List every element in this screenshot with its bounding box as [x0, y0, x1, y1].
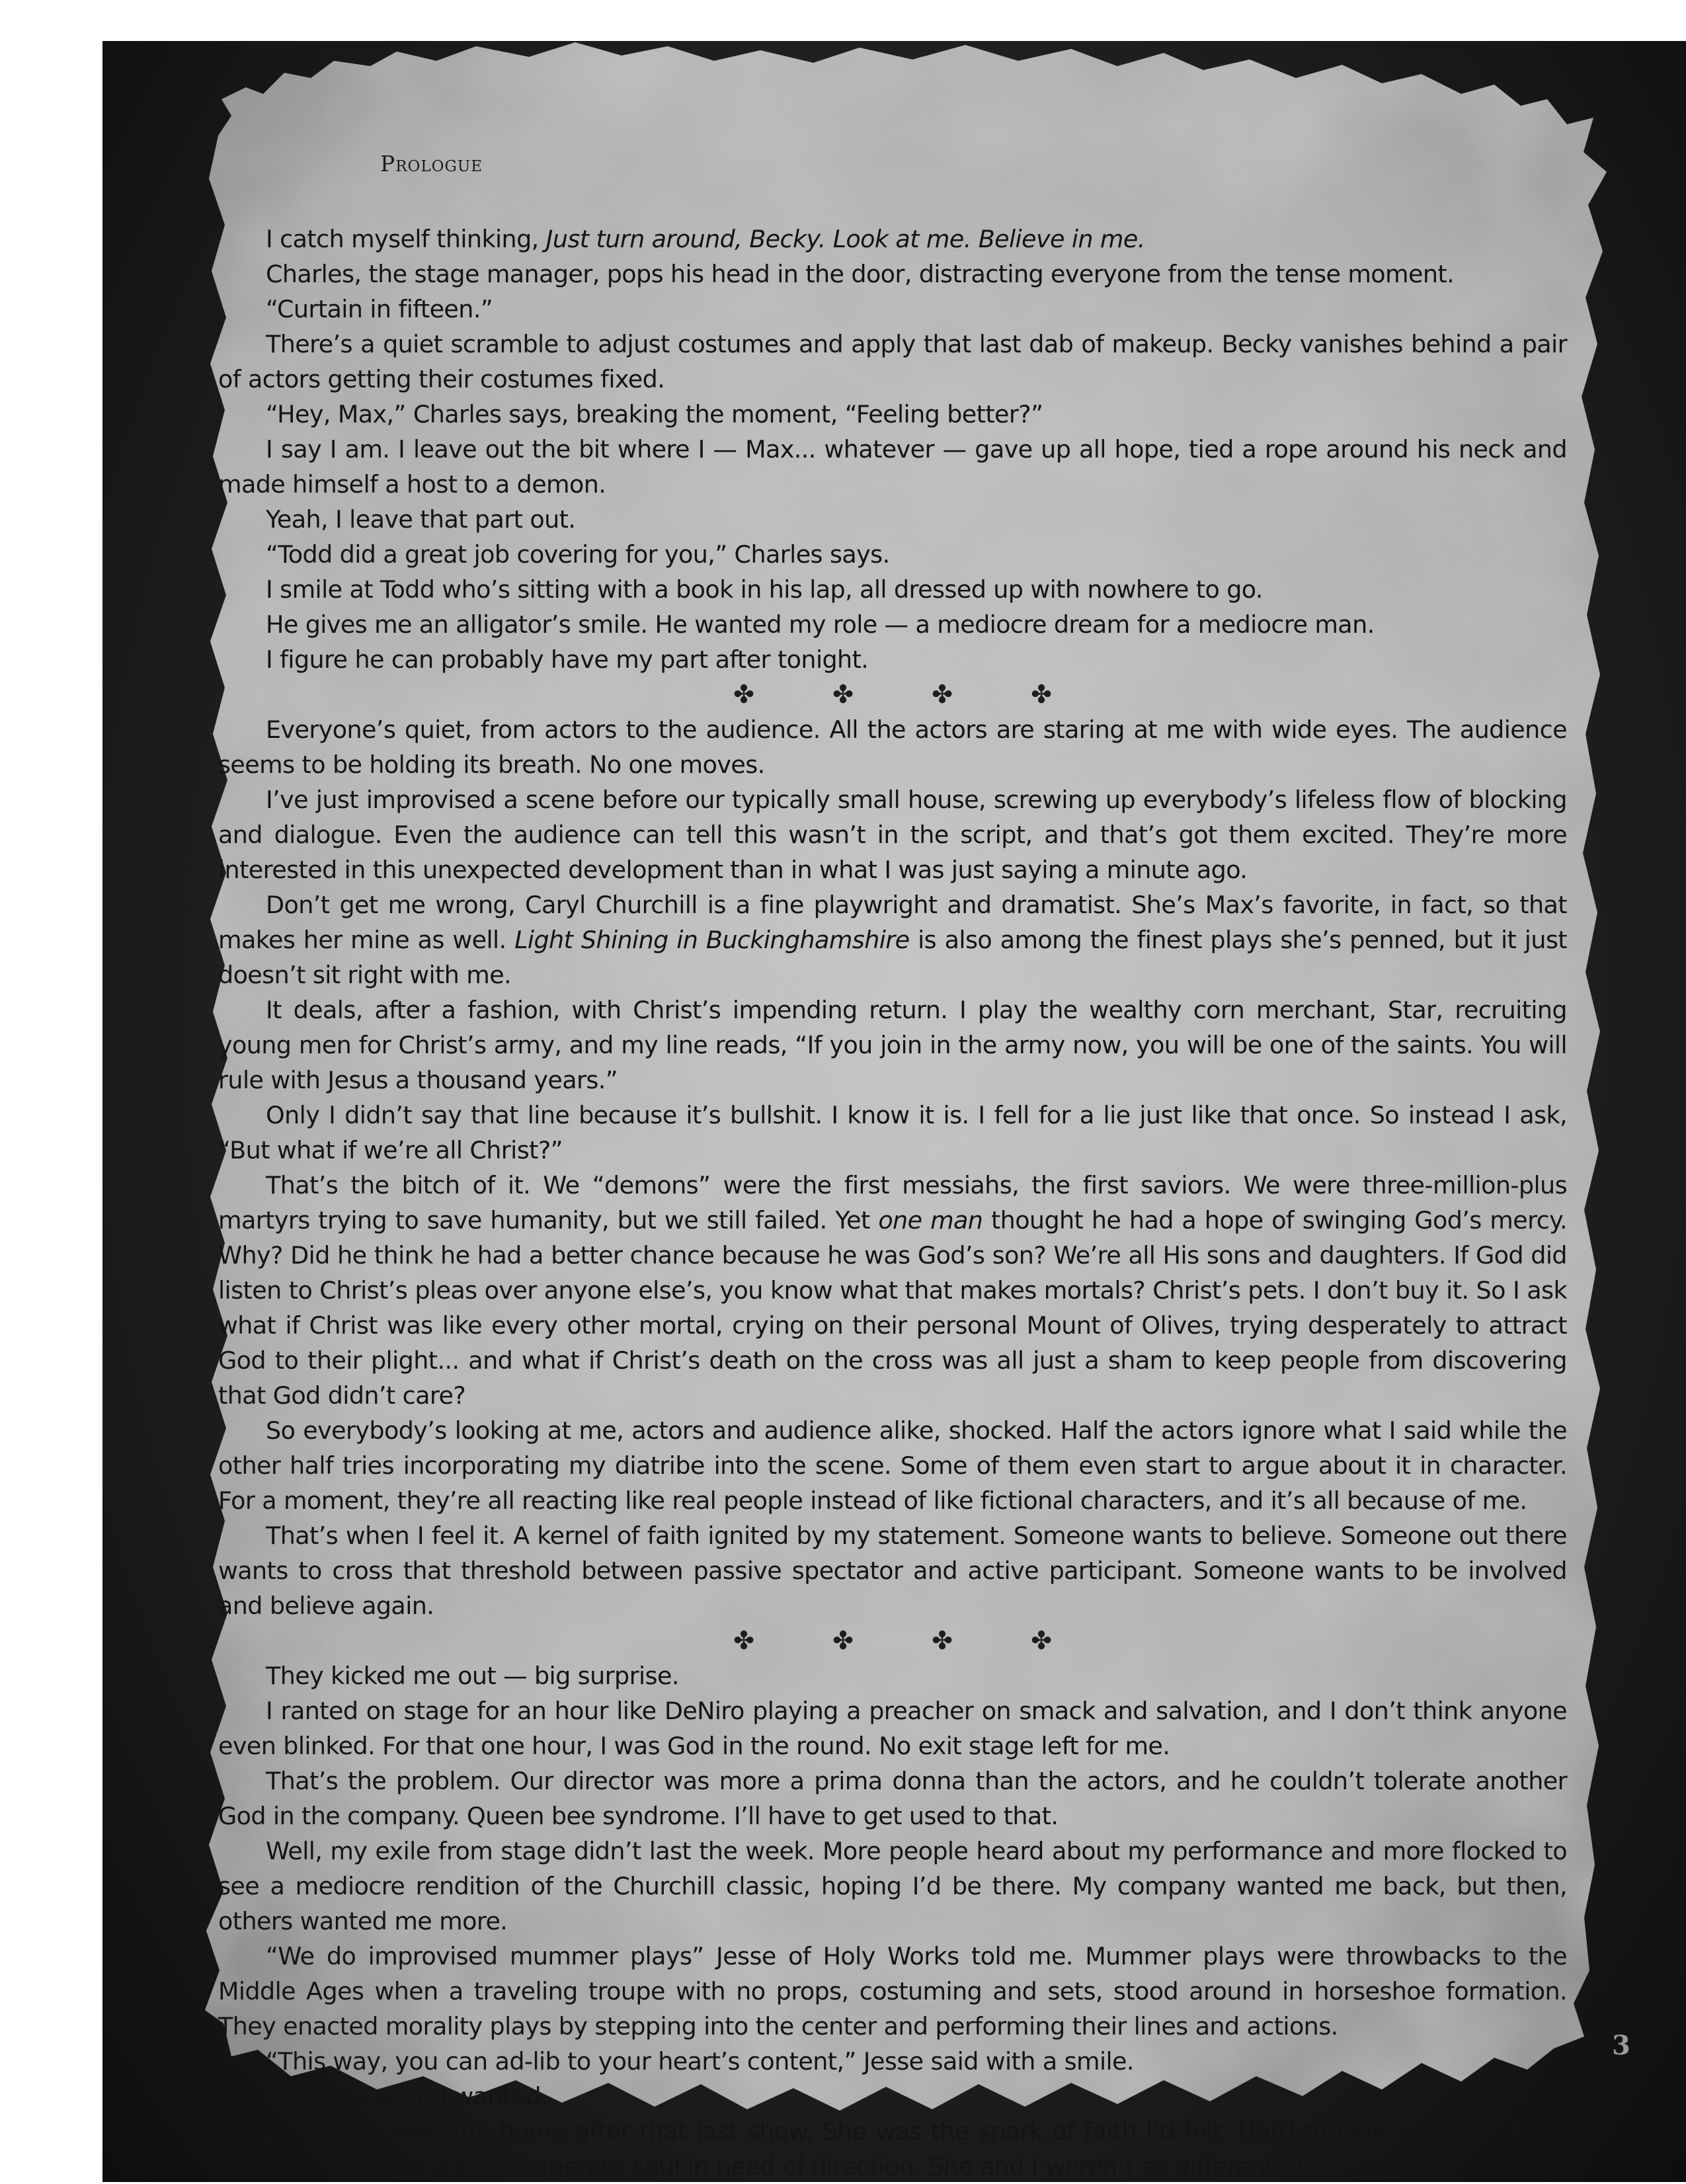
text-run: Only I didn’t say that line because it’s bullshit. I know it is. I fell for a lie just like that once. So instead I ask, “But what if we’re all Christ?”	[218, 1101, 1567, 1164]
body-paragraph	[218, 2079, 1567, 2114]
body-paragraph	[218, 432, 1567, 502]
body-paragraph	[218, 397, 1567, 432]
italic-text: Light Shining in Buckinghamshire	[514, 926, 910, 954]
body-paragraph	[218, 257, 1567, 292]
text-run: So everybody’s looking at me, actors and audience alike, shocked. Half the actors ignore what I said while the other half tries incorporating my diatribe into the scene. Some of them even start to argue about it in character. For a moment, they’re all reacting like real people instead of like fictional characters, and it’s all because of me.	[218, 1416, 1567, 1515]
text-run: is also among the finest plays she’s penned, but it just doesn’t sit right with me.	[218, 926, 1567, 989]
text-run: “Hey, Max,” Charles says, breaking the moment, “Feeling better?”	[266, 400, 1043, 428]
text-run: Yeah, I leave that part out.	[266, 505, 576, 534]
text-run: That’s the bitch of it. We “demons” were the first messiahs, the first saviors. We were three-million-plus martyrs trying to save humanity, but we still failed. Yet	[218, 1171, 1567, 1234]
body-paragraph	[218, 1763, 1567, 1834]
text-run: He gives me an alligator’s smile. He wanted my role — a mediocre dream for a mediocre man.	[266, 610, 1375, 639]
text-run: I catch myself thinking,	[266, 225, 546, 253]
body-paragraph	[218, 572, 1567, 607]
body-paragraph	[218, 1413, 1567, 1518]
body-paragraph	[218, 502, 1567, 537]
text-run: Everyone’s quiet, from actors to the audience. All the actors are staring at me with wide eyes. The audience seems to be holding its breath. No one moves.	[218, 715, 1567, 779]
ornament-glyph: ✤	[733, 680, 754, 709]
text-run: I’ve just improvised a scene before our typically small house, screwing up everybody’s lifeless flow of blocking and dialogue. Even the audience can tell this wasn’t in the script, and that’s got them excited. They’re more interested in this unexpected development than in what I was just saying a minute ago.	[218, 786, 1567, 884]
body-paragraph	[218, 222, 1567, 257]
text-run: Becky followed me home after that last show. She was the spark of faith I’d felt. Hard to believe that behind that hard exterior was a desperate soul in need of direction. She and I weren’t so different after all.	[218, 2117, 1567, 2181]
section-separator	[218, 677, 1567, 712]
body-paragraph	[218, 607, 1567, 642]
text-run: Well, my exile from stage didn’t last the week. More people heard about my performance and more flocked to see a mediocre rendition of the Churchill classic, hoping I’d be there. My company wanted me back, but then, others wanted me more.	[218, 1837, 1567, 1935]
ornament-glyph: ✤	[733, 1626, 754, 1655]
running-head: Prologue	[380, 151, 483, 177]
body-paragraph	[218, 1693, 1567, 1763]
italic-text: one man	[878, 1206, 983, 1234]
text-run: It deals, after a fashion, with Christ’s impending return. I play the wealthy corn merchant, Star, recruiting young men for Christ’s army, and my line reads, “If you join in the army now, you will be one of the saints. You will rule with Jesus a thousand years.”	[218, 996, 1567, 1094]
body-paragraph	[218, 1518, 1567, 1623]
text-run: Charles, the stage manager, pops his head in the door, distracting everyone from the tense moment.	[266, 260, 1455, 288]
ornament-glyph: ✤	[932, 1626, 953, 1655]
body-paragraph	[218, 1658, 1567, 1693]
text-run: There’s a quiet scramble to adjust costumes and apply that last dab of makeup. Becky vanishes behind a pair of actors getting their costumes fixed.	[218, 330, 1567, 393]
text-run: “Todd did a great job covering for you,” Charles says.	[266, 540, 890, 569]
text-run: He knew what I wanted.	[266, 2082, 549, 2111]
ornament-glyph: ✤	[832, 680, 854, 709]
ornament-glyph: ✤	[1031, 680, 1052, 709]
body-paragraph	[218, 537, 1567, 572]
text-run: I smile at Todd who’s sitting with a book in his lap, all dressed up with nowhere to go.	[266, 575, 1263, 604]
ornament-glyph: ✤	[1031, 1626, 1052, 1655]
text-run: That’s the problem. Our director was more a prima donna than the actors, and he couldn’t tolerate another God in the company. Queen bee syndrome. I’ll have to get used to that.	[218, 1767, 1567, 1830]
text-run: I figure he can probably have my part after tonight.	[266, 645, 869, 674]
body-paragraph	[218, 992, 1567, 1098]
page-number: 3	[1612, 2030, 1630, 2061]
text-run: Don’t get me wrong, Caryl Churchill is a fine playwright and dramatist. She’s Max’s favorite, in fact, so that makes her mine as well.	[218, 891, 1567, 954]
ornament-glyph: ✤	[832, 1626, 854, 1655]
text-run: thought he had a hope of swinging God’s mercy. Why? Did he think he had a better chance because he was God’s son? We’re all His sons and daughters. If God did listen to Christ’s pleas over anyone else’s, you know what that makes mortals? Christ’s pets. I don’t buy it. So I ask what if Christ was like every other mortal, crying on their personal Mount of Olives, trying desperately to attract God to their plight... and what if Christ’s death on the cross was all just a sham to keep people from discovering that God didn’t care?	[218, 1206, 1567, 1410]
text-run: “We do improvised mummer plays” Jesse of Holy Works told me. Mummer plays were throwbacks to the Middle Ages when a traveling troupe with no props, costuming and sets, stood around in horseshoe formation. They enacted morality plays by stepping into the center and performing their lines and actions.	[218, 1942, 1567, 2041]
body-paragraph	[218, 887, 1567, 992]
page-text	[218, 222, 1567, 2184]
body-paragraph	[218, 1834, 1567, 1939]
body-paragraph	[218, 2044, 1567, 2079]
text-run: I say I am. I leave out the bit where I — Max... whatever — gave up all hope, tied a rope around his neck and made himself a host to a demon.	[218, 435, 1567, 499]
text-run: That’s when I feel it. A kernel of faith ignited by my statement. Someone wants to believe. Someone out there wants to cross that threshold between passive spectator and active participant. Someone wants to be involved and believe again.	[218, 1521, 1567, 1620]
italic-text: Just turn around, Becky. Look at me. Believe in me.	[545, 225, 1145, 253]
body-paragraph	[218, 1098, 1567, 1168]
section-separator	[218, 1623, 1567, 1658]
text-run: They kicked me out — big surprise.	[266, 1662, 679, 1690]
text-run: “Curtain in fifteen.”	[266, 295, 493, 323]
body-paragraph	[218, 2114, 1567, 2184]
body-paragraph	[218, 712, 1567, 782]
text-run: I ranted on stage for an hour like DeNiro playing a preacher on smack and salvation, and I don’t think anyone even blinked. For that one hour, I was God in the round. No exit stage left for me.	[218, 1697, 1567, 1760]
ornament-glyph: ✤	[932, 680, 953, 709]
body-paragraph	[218, 1168, 1567, 1413]
body-paragraph	[218, 327, 1567, 397]
body-paragraph	[218, 642, 1567, 677]
body-paragraph	[218, 1939, 1567, 2044]
body-paragraph	[218, 782, 1567, 887]
text-run: “This way, you can ad-lib to your heart’s content,” Jesse said with a smile.	[266, 2047, 1134, 2076]
body-paragraph	[218, 292, 1567, 327]
